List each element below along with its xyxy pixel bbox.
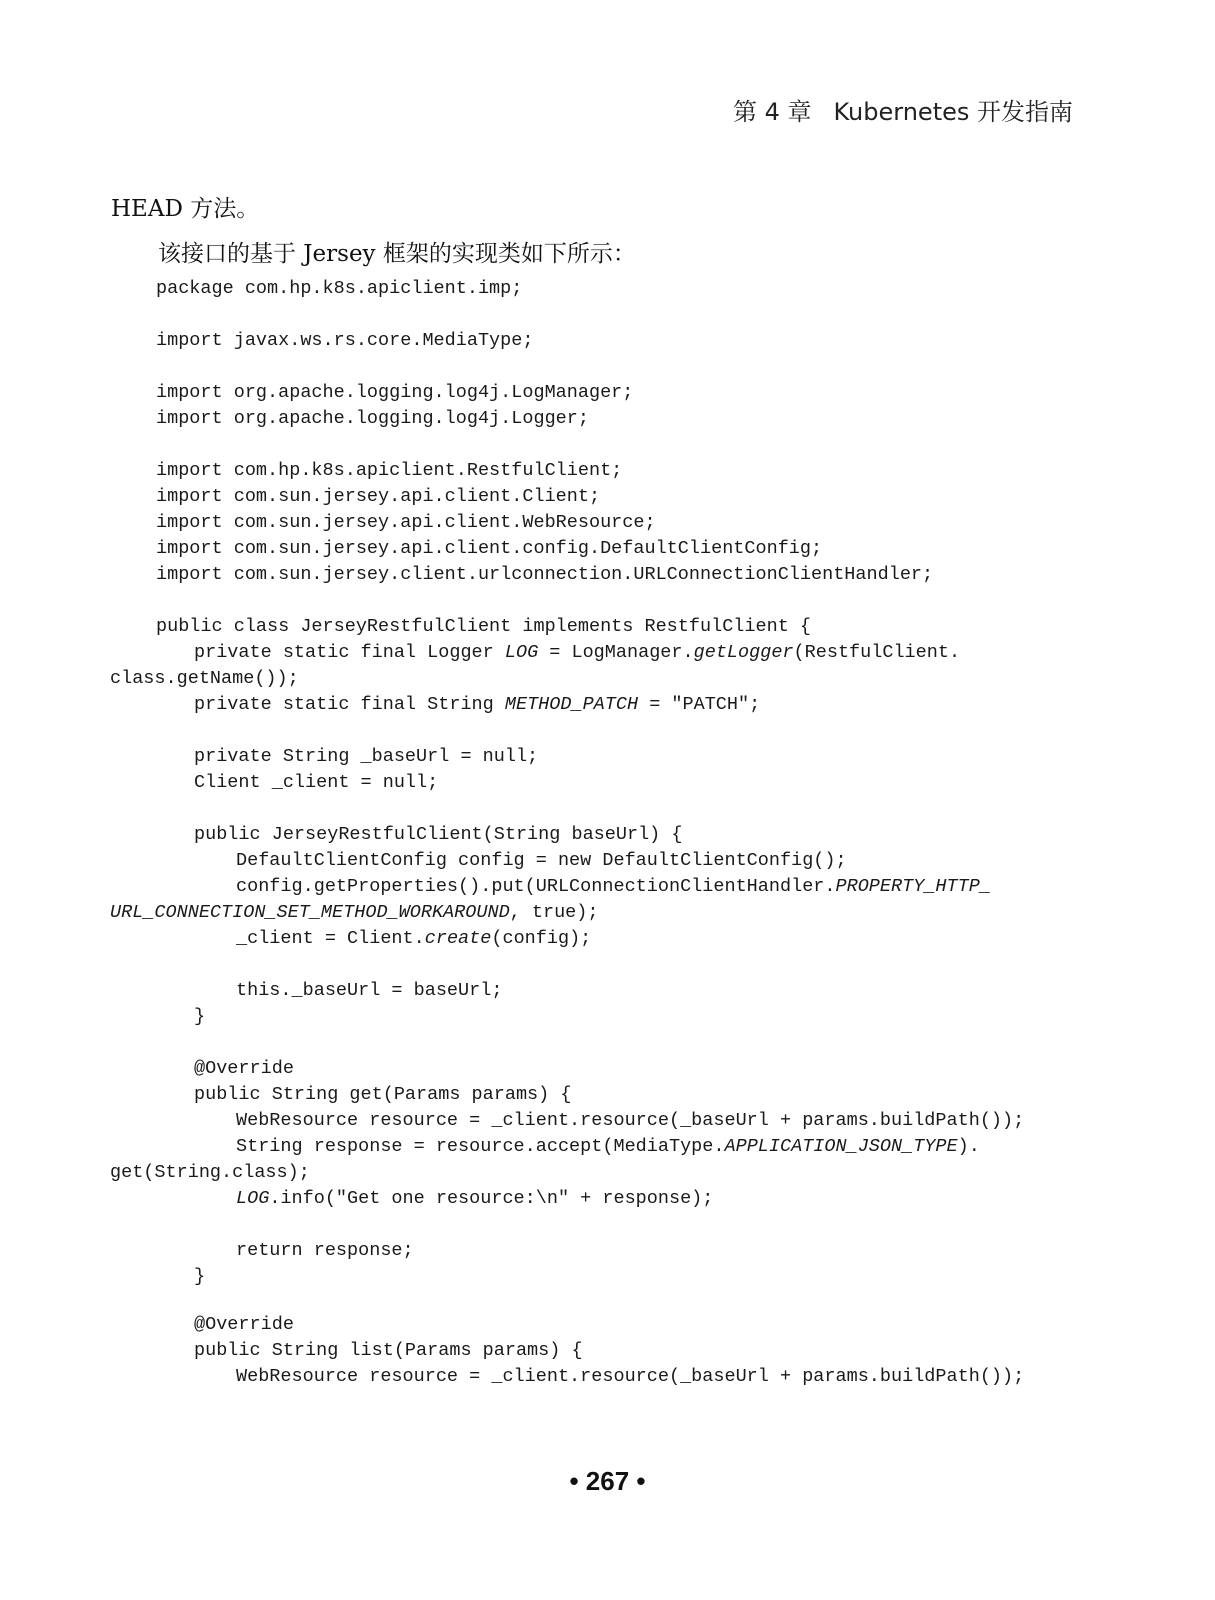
code-token-italic: LOG — [504, 642, 539, 663]
code-line — [194, 640, 960, 666]
code-token: (RestfulClient. — [793, 642, 961, 663]
code-line: import com.sun.jersey.api.client.WebResource; — [156, 512, 656, 533]
code-token: , true); — [509, 902, 599, 923]
code-line — [194, 692, 760, 718]
code-token: = LogManager. — [538, 642, 694, 663]
code-line: private String _baseUrl = null; — [194, 746, 539, 767]
code-line: } — [194, 1006, 206, 1027]
code-token-italic: PROPERTY_HTTP_ — [835, 876, 991, 897]
code-token-italic: getLogger — [693, 642, 794, 663]
code-token-italic: URL_CONNECTION_SET_METHOD_WORKAROUND — [110, 902, 510, 923]
code-token: private static final Logger — [194, 642, 505, 663]
code-line: Client _client = null; — [194, 772, 439, 793]
code-token: (config); — [491, 928, 592, 949]
code-line: import org.apache.logging.log4j.LogManager; — [156, 382, 634, 403]
code-token-italic: METHOD_PATCH — [504, 694, 639, 715]
code-token: _client = Client. — [236, 928, 425, 949]
chapter-number: 第 4 章 — [732, 98, 812, 126]
code-line: get(String.class); — [110, 1162, 310, 1183]
code-line: WebResource resource = _client.resource(_baseUrl + params.buildPath()); — [236, 1110, 1025, 1131]
code-token: .info("Get one resource:\n" + response); — [269, 1188, 714, 1209]
code-line: return response; — [236, 1240, 414, 1261]
code-line: WebResource resource = _client.resource(_baseUrl + params.buildPath()); — [236, 1366, 1025, 1387]
code-line: class.getName()); — [110, 668, 299, 689]
code-line: DefaultClientConfig config = new DefaultClientConfig(); — [236, 850, 847, 871]
code-line: public JerseyRestfulClient(String baseUrl) { — [194, 824, 683, 845]
code-line: public String get(Params params) { — [194, 1084, 572, 1105]
code-line: public class JerseyRestfulClient implements RestfulClient { — [156, 616, 812, 637]
code-line — [236, 874, 991, 900]
code-token: = "PATCH"; — [638, 694, 761, 715]
code-token: ). — [957, 1136, 980, 1157]
code-token: config.getProperties().put(URLConnectionClientHandler. — [236, 876, 836, 897]
code-line: import com.sun.jersey.api.client.Client; — [156, 486, 601, 507]
code-line — [236, 1186, 713, 1212]
code-line: import javax.ws.rs.core.MediaType; — [156, 330, 534, 351]
code-line: @Override — [194, 1314, 294, 1335]
code-token-italic: APPLICATION_JSON_TYPE — [724, 1136, 958, 1157]
code-line: import com.hp.k8s.apiclient.RestfulClient; — [156, 460, 623, 481]
code-token: private static final String — [194, 694, 505, 715]
code-line: public String list(Params params) { — [194, 1340, 583, 1361]
page-number: • 267 • — [569, 1466, 646, 1496]
code-line: } — [194, 1266, 206, 1287]
body-text-head-method: HEAD 方法。 — [111, 196, 260, 222]
chapter-title: Kubernetes 开发指南 — [833, 98, 1073, 126]
code-line: import com.sun.jersey.api.client.config.DefaultClientConfig; — [156, 538, 823, 559]
code-line: import com.sun.jersey.client.urlconnection.URLConnectionClientHandler; — [156, 564, 934, 585]
code-token: String response = resource.accept(MediaType. — [236, 1136, 725, 1157]
code-line: import org.apache.logging.log4j.Logger; — [156, 408, 589, 429]
code-line: this._baseUrl = baseUrl; — [236, 980, 503, 1001]
code-token-italic: LOG — [236, 1188, 270, 1209]
code-line — [110, 900, 599, 926]
body-text-intro: 该接口的基于 Jersey 框架的实现类如下所示： — [158, 241, 636, 267]
code-line — [236, 926, 591, 952]
code-line — [236, 1134, 980, 1160]
code-line: package com.hp.k8s.apiclient.imp; — [156, 278, 523, 299]
code-line: @Override — [194, 1058, 294, 1079]
code-token-italic: create — [424, 928, 492, 949]
